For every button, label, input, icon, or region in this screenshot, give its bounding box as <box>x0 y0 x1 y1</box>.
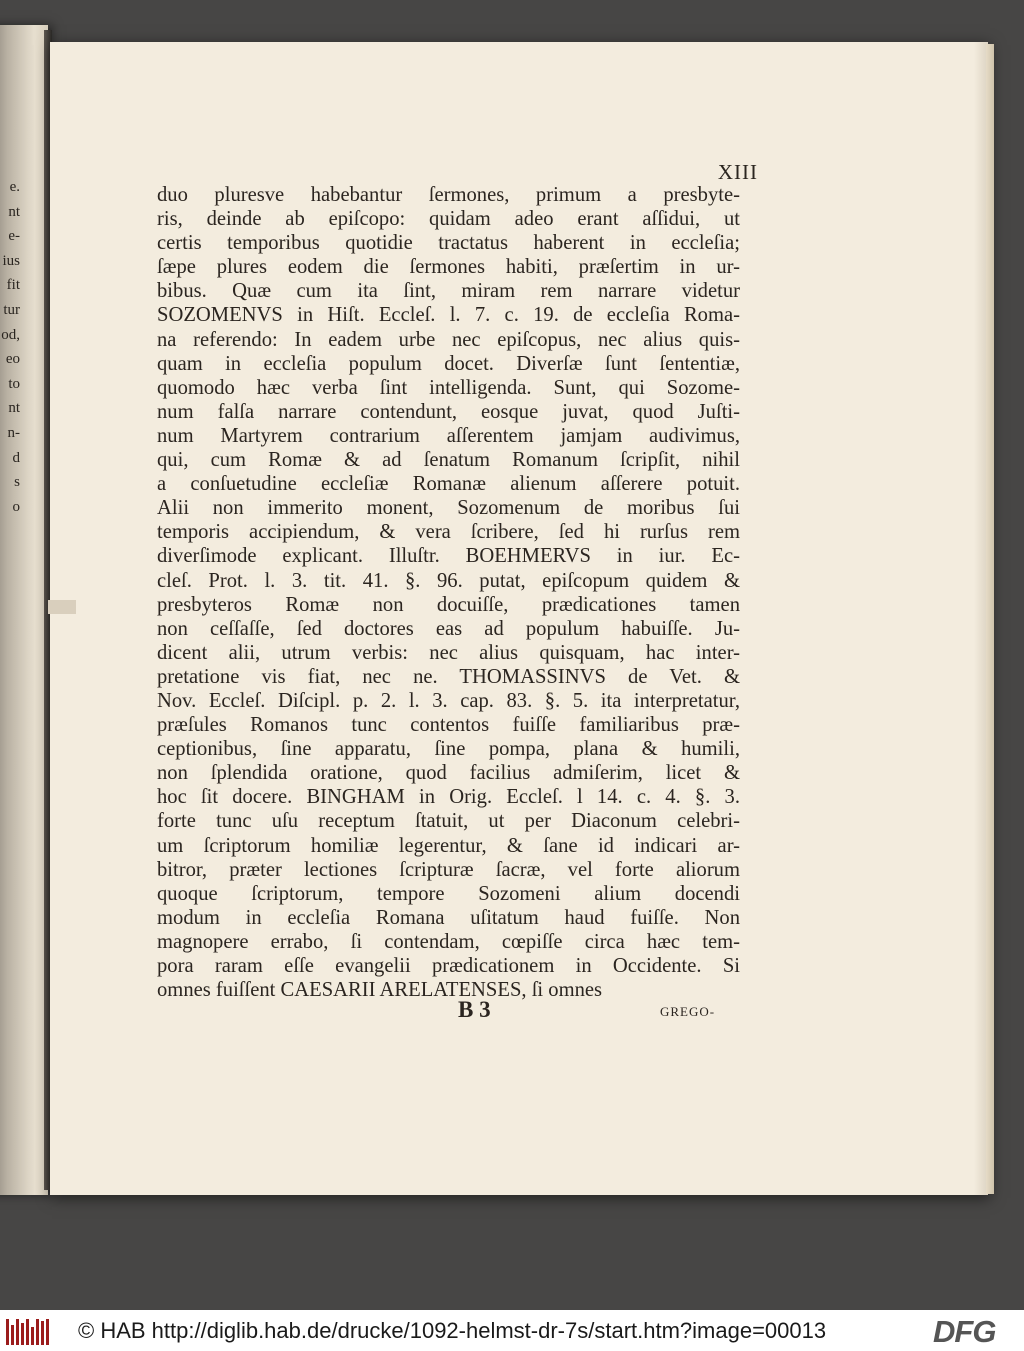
text-line: pora raram eſſe evangelii prædicationem in Occidente. Si <box>157 955 740 977</box>
text-line: magnopere errabo, ſi contendam, cœpiſſe circa hæc tem- <box>157 930 740 953</box>
margin-fragment: eo <box>5 351 20 368</box>
text-line: omnes fuiſſent CAESARII ARELATENSES, ſi omnes <box>157 979 603 1002</box>
text-line: num falſa narrare contendunt, eosque juvat, quod Juſti- <box>157 400 740 423</box>
margin-fragment: d <box>12 449 20 466</box>
text-line: modum in eccleſia Romana uſitatum haud fuiſſe. Non <box>157 906 740 929</box>
text-line: um ſcriptorum homiliæ legerentur, & ſane id indicari ar- <box>157 834 740 857</box>
signature-mark: B 3 <box>458 997 491 1022</box>
page-number: XIII <box>717 160 758 184</box>
margin-fragment: nt <box>8 400 20 417</box>
text-line: temporis accipiendum, & vera ſcribere, ſed hi rurſus rem <box>157 521 740 544</box>
body-text <box>157 183 740 1002</box>
text-line: certis temporibus quotidie tractatus haberent in eccleſia; <box>157 232 740 255</box>
text-line: quomodo hæc verba ſint intelligenda. Sunt, qui Sozome- <box>157 376 740 399</box>
margin-fragment: ius <box>2 252 20 269</box>
library-barcode-logo-icon <box>6 1317 50 1345</box>
copyright-url[interactable]: © HAB http://diglib.hab.de/drucke/1092-helmst-dr-7s/start.htm?image=00013 <box>78 1318 827 1343</box>
page-fore-edge <box>986 44 994 1194</box>
margin-fragment: to <box>8 375 20 392</box>
text-line: ceptionibus, ſine apparatu, ſine pompa, plana & humili, <box>157 738 740 761</box>
text-line: quam in eccleſia populum docet. Diverſæ ſunt ſententiæ, <box>157 352 740 375</box>
text-line: pretatione vis fiat, nec ne. THOMASSINVS de Vet. & <box>157 665 740 688</box>
margin-fragment: nt <box>8 203 20 220</box>
text-line: Nov. Eccleſ. Diſcipl. p. 2. l. 3. cap. 83. §. 5. ita interpretatur, <box>157 689 740 712</box>
text-line: ſæpe plures eodem die ſermones habiti, præſertim in ur- <box>157 256 740 279</box>
text-line: num Martyrem contrarium aſſerentem jamjam audivimus, <box>157 424 740 447</box>
text-line: Alii non immerito monent, Sozomenum de moribus ſui <box>157 497 740 520</box>
margin-fragment: o <box>12 498 20 515</box>
text-line: SOZOMENVS in Hiſt. Eccleſ. l. 7. c. 19. de eccleſia Roma- <box>157 304 740 327</box>
text-line: hoc ſit docere. BINGHAM in Orig. Eccleſ. l 14. c. 4. §. 3. <box>157 786 740 809</box>
margin-fragment: n- <box>7 424 20 441</box>
text-line: qui, cum Romæ & ad ſenatum Romanum ſcripſit, nihil <box>157 449 740 472</box>
margin-fragment: e- <box>8 228 20 245</box>
text-line: non ceſſaſſe, ſed doctores eas ad populum habuiſſe. Ju- <box>157 617 740 640</box>
text-line: præſules Romanos tunc contentos fuiſſe familiaribus præ- <box>157 714 740 737</box>
text-line: ris, deinde ab epiſcopo: quidam adeo erant aſſidui, ut <box>157 208 740 231</box>
viewer-footer <box>0 1310 1024 1351</box>
margin-fragment: tur <box>3 301 20 318</box>
margin-fragment: fit <box>6 277 20 294</box>
margin-fragment: e. <box>9 179 20 195</box>
text-line: dicent alii, utrum verbis: nec alius quisquam, hac inter- <box>157 641 740 664</box>
text-line: bitror, præter lectiones ſcripturæ ſacræ, vel forte aliorum <box>157 858 740 881</box>
text-line: non ſplendida oratione, quod facilius admiſerim, licet & <box>157 762 740 785</box>
text-line: a conſuetudine eccleſiæ Romanæ alienum aſſerere potuit. <box>157 473 740 496</box>
text-line: bibus. Quæ cum ita ſint, miram rem narrare videtur <box>157 280 740 303</box>
text-line: cleſ. Prot. l. 3. tit. 41. §. 96. putat, epiſcopum quidem & <box>157 569 740 592</box>
text-line: quoque ſcriptorum, tempore Sozomeni alium docendi <box>157 882 740 905</box>
facing-page-text <box>0 175 20 519</box>
margin-fragment: od, <box>1 326 20 343</box>
page-tear <box>48 600 76 614</box>
catchword: GREGO- <box>660 1004 716 1019</box>
margin-fragment: s <box>14 474 20 491</box>
text-line: forte tunc uſu receptum ſtatuit, ut per Diaconum celebri- <box>157 810 740 833</box>
text-line: diverſimode explicant. Illuſtr. BOEHMERVS in iur. Ec- <box>157 545 740 568</box>
dfg-logo: DFG <box>933 1314 996 1349</box>
text-line: presbyteros Romæ non docuiſſe, prædicationes tamen <box>157 593 740 616</box>
text-line: na referendo: In eadem urbe nec epiſcopus, nec alius quis- <box>157 328 740 351</box>
text-line: duo pluresve habebantur ſermones, primum a presbyte- <box>157 184 740 206</box>
